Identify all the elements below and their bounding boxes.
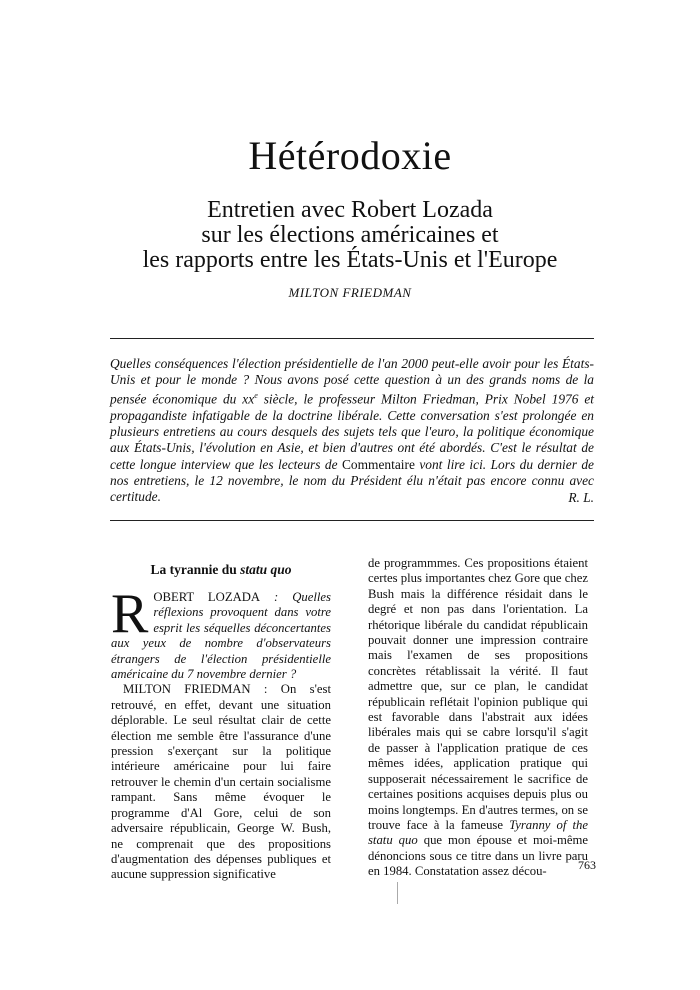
abstract-text-after: vont lire ici. Lors du dernier de nos entretiens, le 12 novembre, le nom du Président élu n'était pas encore connu avec certitude.: [110, 456, 594, 505]
answer-paragraph: [111, 682, 331, 882]
answer-text: : On s'est retrouvé, en effet, devant une situation déplorable. Le seul résultat clair de cette élection me semble être l'assurance d'une pression s'exerçant sur la politique intérieure américaine pour lui faire retrouver le chemin d'un certain socialisme rampant. Sans même évoquer le programme d'Al Gore, celui de son adversaire républicain, George W. Bush, ne comprenait que des propositions d'augmentation des dépenses publiques et aucune suppression significative: [111, 682, 331, 882]
question-text: : Quelles réflexions provoquent dans votre esprit les séquelles déconcertantes aux yeux de nombre d'observateurs étrangers de l'élection présidentielle américaine du 7 novembre dernier ?: [111, 590, 331, 682]
article-title: Hétérodoxie: [248, 133, 452, 178]
article-author: MILTON FRIEDMAN: [288, 285, 412, 300]
abstract-superscript: e: [254, 391, 258, 401]
right-text-after: que mon épouse et moi-même dénoncions sous ce titre dans un livre paru en 1984. Constatation assez décou-: [368, 833, 588, 879]
abstract-text-before: Quelles conséquences l'élection présidentielle de l'an 2000 peut-elle avoir pour les États-Unis et pour le monde ? Nous avons posé cette question à un des grands noms de la pensée économique du xx: [110, 356, 594, 407]
subtitle-line: Entretien avec Robert Lozada: [207, 197, 493, 223]
left-column: [111, 556, 331, 883]
respondent-name: MILTON FRIEDMAN: [123, 682, 251, 697]
book-title: Tyranny of the statu quo: [368, 817, 589, 848]
question-paragraph: [111, 583, 331, 682]
gutter-mark: [397, 882, 398, 904]
article-subtitle: [0, 198, 700, 273]
right-text-before: de programmmes. Ces propositions étaient certes plus importantes chez Gore que chez Bush mais la différence résidait dans le degré et non pas dans l'orientation. La rhétorique libérale du candidat républicain pouvait donner une impression contraire mais l'examen de ses propositions concrètes rétablissait la vérité. Il faut admettre que, sur ce plan, le candidat républicain reflétait l'opinion publique qui est favorable dans l'abstrait aux idées libérales mais qui se cabre lorsqu'il s'agit de passer à l'application pratique de ces mêmes idées, application pratique qui supposerait nécessairement le sacrifice de certaines positions acquises depuis plus ou moins longtemps. En d'autres termes, on se trouve face à la fameuse: [368, 556, 588, 832]
drop-cap: R: [111, 583, 149, 645]
abstract-paragraph: [110, 356, 594, 505]
top-divider: [110, 338, 594, 339]
bottom-divider: [110, 520, 594, 521]
section-heading-italic: statu quo: [240, 562, 292, 577]
section-heading: [111, 561, 331, 578]
subtitle-line: les rapports entre les États-Unis et l'Europe: [142, 247, 558, 273]
subtitle-line: sur les élections américaines et: [201, 222, 499, 248]
continued-paragraph: [368, 556, 588, 880]
journal-name: Commentaire: [342, 456, 415, 472]
right-column: [368, 556, 588, 880]
interviewer-name: OBERT LOZADA: [153, 590, 261, 604]
abstract-initials: R. L.: [568, 490, 594, 505]
abstract-text-middle: siècle, le professeur Milton Friedman, Prix Nobel 1976 et propagandiste infatigable de la doctrine libérale. Cette conversation s'est prolongée en plusieurs entretiens au cours desquels des sujets tels que l'euro, la politique économique aux États-Unis, l'évolution en Asie, et bien d'autres ont été abordés. C'est le résultat de cette longue interview que les lecteurs de: [110, 391, 595, 472]
section-heading-prefix: La tyrannie du: [150, 562, 241, 577]
page-number: 763: [578, 858, 596, 872]
